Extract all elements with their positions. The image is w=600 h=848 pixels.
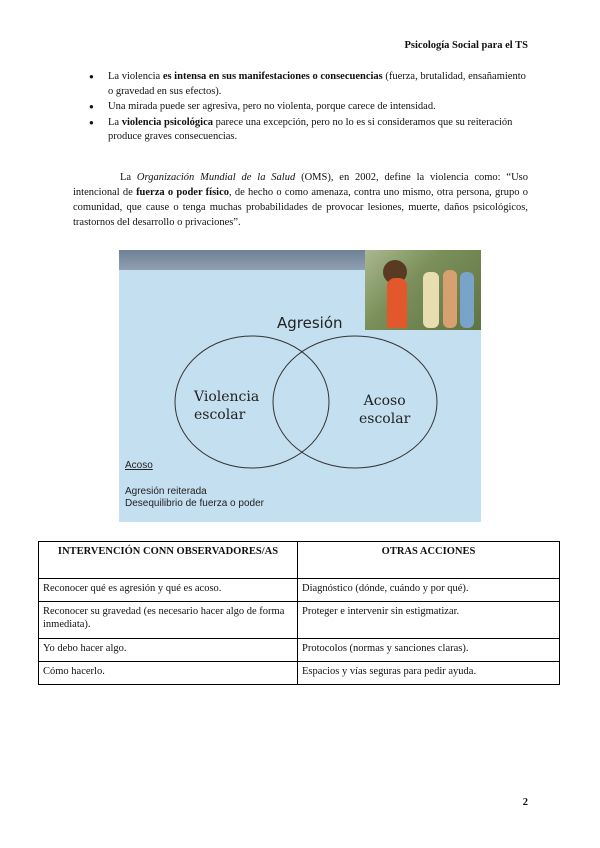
venn-diagram-slide <box>119 250 481 522</box>
table-header-row <box>39 542 560 579</box>
acoso-definition: Agresión reiterada Desequilibrio de fuerza o poder <box>125 486 264 509</box>
bullet-item: ● Una mirada puede ser agresiva, pero no violenta, porque carece de intensidad. <box>80 100 528 115</box>
table-cell: Reconocer su gravedad (es necesario hacer algo de forma inmediata). <box>39 602 298 639</box>
column-header: OTRAS ACCIONES <box>298 542 560 579</box>
table-cell: Proteger e intervenir sin estigmatizar. <box>298 602 560 639</box>
page-number: 2 <box>522 797 528 808</box>
table-row <box>39 662 560 685</box>
label-acoso-escolar: Acoso escolar <box>359 393 411 427</box>
bullet-item: ● La violencia psicológica parece una excepción, pero no lo es si consideramos que su reiteración produce graves consecuencias. <box>80 116 528 145</box>
table-cell: Yo debo hacer algo. <box>39 639 298 662</box>
table-cell: Reconocer qué es agresión y qué es acoso. <box>39 579 298 602</box>
table-cell: Protocolos (normas y sanciones claras). <box>298 639 560 662</box>
circle-acoso-escolar <box>273 336 437 468</box>
bullet-item: ● La violencia es intensa en sus manifestaciones o consecuencias (fuerza, brutalidad, ensañamiento o gravedad en sus efectos). <box>80 70 528 99</box>
table-row <box>39 579 560 602</box>
column-header: INTERVENCIÓN CONN OBSERVADORES/AS <box>39 542 298 579</box>
label-violencia-escolar: Violencia escolar <box>194 389 260 423</box>
table-cell: Cómo hacerlo. <box>39 662 298 685</box>
table-row <box>39 639 560 662</box>
oms-definition-paragraph: La Organización Mundial de la Salud (OMS), en 2002, define la violencia como: “Uso intencional de fuerza o poder físico, de hecho o como amenaza, contra uno mismo, otra persona, grupo o comunidad, que cause o tenga muchas probabilidades de provocar lesiones, muerte, daños psicológicos, trastornos del desarrollo o privaciones”. <box>73 172 528 228</box>
venn-circles <box>119 250 481 522</box>
bullet-list <box>80 70 528 146</box>
table-row <box>39 602 560 639</box>
diagram-title: Agresión <box>277 314 343 332</box>
actions-table <box>38 541 560 685</box>
acoso-heading: Acoso <box>125 460 153 471</box>
page-header: Psicología Social para el TS <box>404 40 528 51</box>
table-cell: Espacios y vías seguras para pedir ayuda. <box>298 662 560 685</box>
table-cell: Diagnóstico (dónde, cuándo y por qué). <box>298 579 560 602</box>
